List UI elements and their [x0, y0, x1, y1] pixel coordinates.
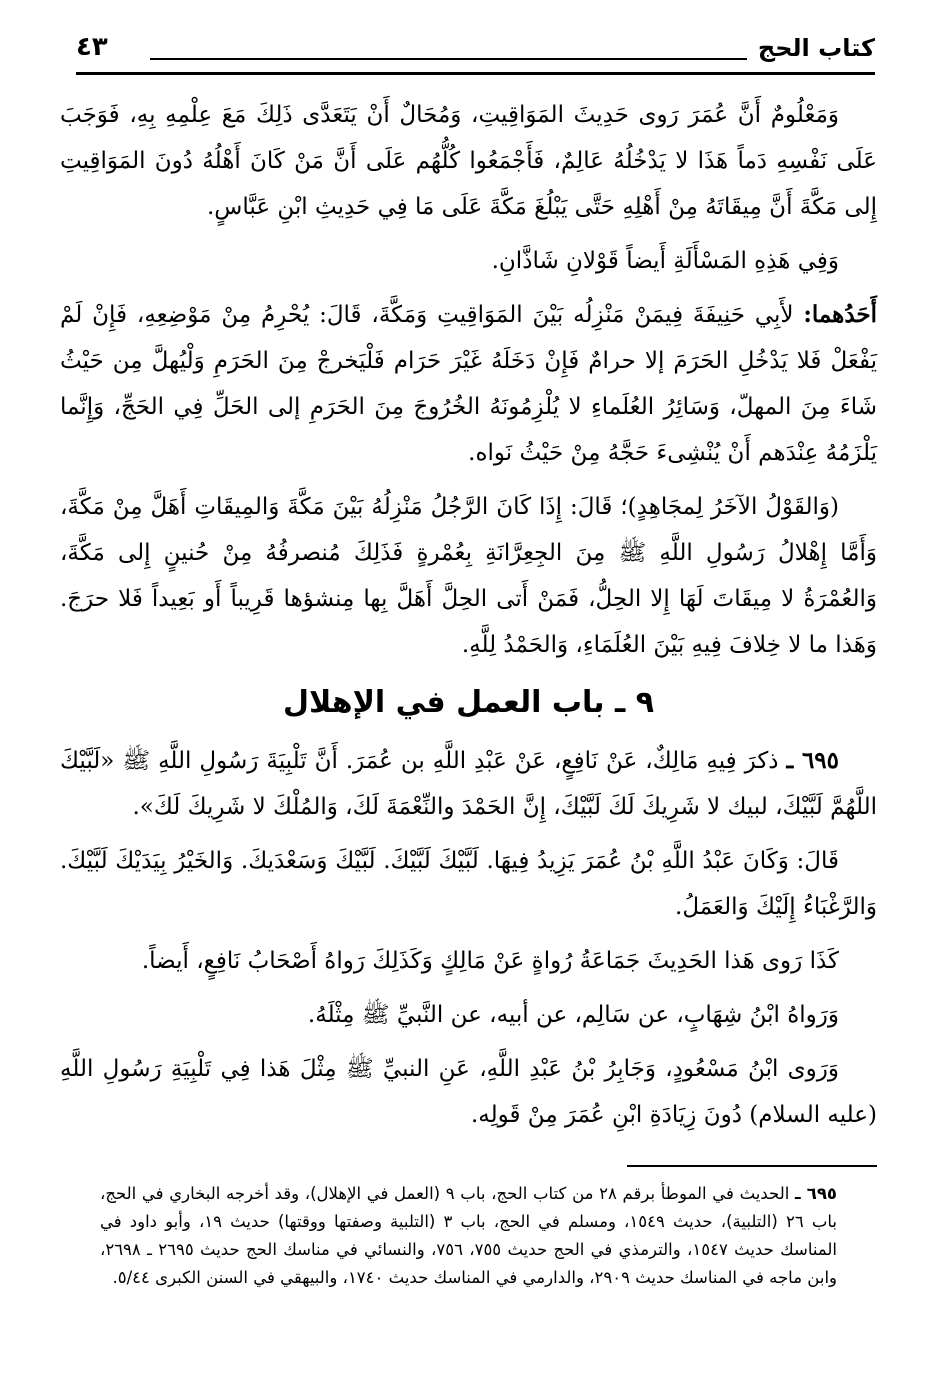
chapter-heading: ٩ ـ باب العمل في الإهلال	[282, 685, 655, 720]
paragraph-text: ذكرَ فِيهِ مَالِكٌ، عَنْ نَافِعٍ، عَنْ عَبْدِ اللَّهِ بن عُمَرَ. أَنَّ تَلْبِيَةَ رَسُولِ اللَّهِ ﷺ «لَبَّيْكَ اللَّهُمَّ لَبَّيْكَ، لبيك لا شَرِيكَ لَكَ لَبَّيْكَ، إِنَّ الحَمْدَ والنِّعْمَةَ لَكَ، وَالمُلْكَ لا شَرِيكَ لَكَ».	[60, 748, 877, 820]
header-rule	[76, 72, 875, 75]
footnote-number: ٦٩٥ ـ	[794, 1184, 837, 1203]
page-header	[40, 28, 897, 72]
running-title: كتاب الحج	[757, 34, 875, 62]
paragraph: كَذَا رَوى هَذا الحَدِيثَ جَمَاعَةُ رُواةٍ عَنْ مَالِكٍ وَكَذَلِكَ رَواهُ أَصْحَابُ نَافِعٍ، أَيضاً.	[141, 948, 839, 974]
page-number: ٤٣	[76, 32, 108, 62]
footnote-text: الحديث في الموطأ برقم ٢٨ من كتاب الحج، باب ٩ (العمل في الإهلال)، وقد أخرجه البخاري في الحج، باب ٢٦ (التلبية)، حديث ١٥٤٩، ومسلم في الحج، باب ٣ (التلبية وصفتها ووقتها) حديث ١٩، وأبو داود في المناسك حديث ١٥٤٧، والترمذي في الحج حديث ٧٥٥، ٧٥٦، والنسائي في مناسك الحج حديث ٢٦٩٥ ـ ٢٦٩٨، وابن ماجه في المناسك حديث ٢٩٠٩، والدارمي في المناسك حديث ١٧٤٠، والبيهقي في السنن الكبرى ٥/٤٤.	[100, 1184, 837, 1287]
paragraph: وَمَعْلُومٌ أَنَّ عُمَرَ رَوى حَدِيثَ المَوَاقِيتِ، وَمُحَالٌ أَنْ يَتَعَدَّى ذَلِكَ مَعَ عِلْمِهِ بِهِ، فَوَجَبَ عَلَى نَفْسِهِ دَماً هَذَا لا يَدْخُلُهُ عَالِمٌ، فَأَجْمَعُوا كُلُّهُم عَلَى أَنَّ مَنْ كَانَ أَهْلُهُ دُونَ المَوَاقِيتِ إِلى مَكَّةَ أَنَّ مِيقَاتَهُ مِنْ أَهْلِهِ حَتَّى يَبْلُغَ مَكَّةَ عَلَى مَا فِي حَدِيثِ ابْنِ عَبَّاسٍ.	[60, 102, 877, 220]
header-dash-line	[150, 58, 747, 60]
paragraph: وَفِي هَذِهِ المَسْأَلَةِ أَيضاً قَوْلانِ شَاذَّانِ.	[491, 248, 839, 274]
paragraph: وَرَوى ابْنُ مَسْعُودٍ، وَجَابِرُ بْنُ عَبْدِ اللَّهِ، عَنِ النبيِّ ﷺ مِثْلَ هَذا فِي تَلْبِيَةِ رَسُولِ اللَّهِ (عليه السلام) دُونَ زِيَادَةِ ابْنِ عُمَرَ مِنْ قَولِه.	[60, 1056, 877, 1128]
paragraph: وَرَواهُ ابْنُ شِهَابٍ، عن سَالِم، عن أبيه، عن النَّبيِّ ﷺ مِثْلَهُ.	[307, 1002, 839, 1028]
paragraph-lead: أَحَدُهما:	[803, 301, 877, 328]
hadith-number: ٦٩٥ ـ	[786, 747, 839, 774]
paragraph: (وَالقَوْلُ الآخَرُ لِمجَاهِدٍ)؛ قَالَ: إِذَا كَانَ الرَّجُلُ مَنْزِلُهُ بَيْنَ مَكَّةَ وَالمِيقَاتِ أَهَلَّ مِنْ مَكَّةَ، وَأَمَّا إِهْلالُ رَسُولِ اللَّهِ ﷺ مِنَ الجِعِرَّانَةِ بِعُمْرةٍ فَذَلِكَ مُنصرفُهُ مِنْ حُنينٍ إِلى مَكَّةَ، وَالعُمْرَةُ لا مِيقَاتَ لَهَا إِلا الحِلُّ، فَمَنْ أَتى الحِلَّ أَهَلَّ بِها مِنشؤها قَرِيباً أَو بَعِيداً فَلا حرَجَ. وَهَذا ما لا خِلافَ فِيهِ بَيْنَ العُلَمَاءِ، وَالحَمْدُ لِلَّهِ.	[60, 494, 877, 658]
paragraph	[60, 292, 877, 476]
footnote-separator	[627, 1165, 877, 1167]
paragraph-text: لأَبِي حَنِيفَةَ فِيمَنْ مَنْزِلُه بَيْنَ المَوَاقِيتِ وَمَكَّةَ، قَالَ: يُحْرِمُ مِنْ مَوْضِعِهِ، فَإِنْ لَمْ يَفْعَلْ فَلا يَدْخُلِ الحَرَمَ إلا حرامٌ فَإِنْ دَخَلَهُ غَيْرَ حَرَام فَلْيَخرجْ مِنَ الحَرَمِ وَلْيُهلَّ مِن حَيْثُ شَاءَ مِنَ المهلّ، وَسَائِرُ العُلَماءِ لا يُلْزِمُونَهُ الخُرُوجَ مِنَ الحَرَمِ إلى الحَلِّ فِي الحَجِّ، وَإِنَّما يَلْزَمُهُ عِنْدَهم أَنْ يُنْشِىءَ حَجَّهُ مِنْ حَيْثُ نَواه.	[60, 302, 877, 466]
paragraph: قَالَ: وَكَانَ عَبْدُ اللَّهِ بْنُ عُمَرَ يَزِيدُ فِيهَا. لَبَّيْكَ لَبَّيْكَ. لَبَّيْكَ وَسَعْدَيكَ. وَالخَيْرُ بِيَدَيْكَ لَبَّيْكَ. وَالرَّغْبَاءُ إِلَيْكَ وَالعَمَلُ.	[60, 848, 877, 920]
paragraph	[60, 738, 877, 830]
footnote	[100, 1180, 837, 1292]
main-text	[60, 92, 877, 1146]
